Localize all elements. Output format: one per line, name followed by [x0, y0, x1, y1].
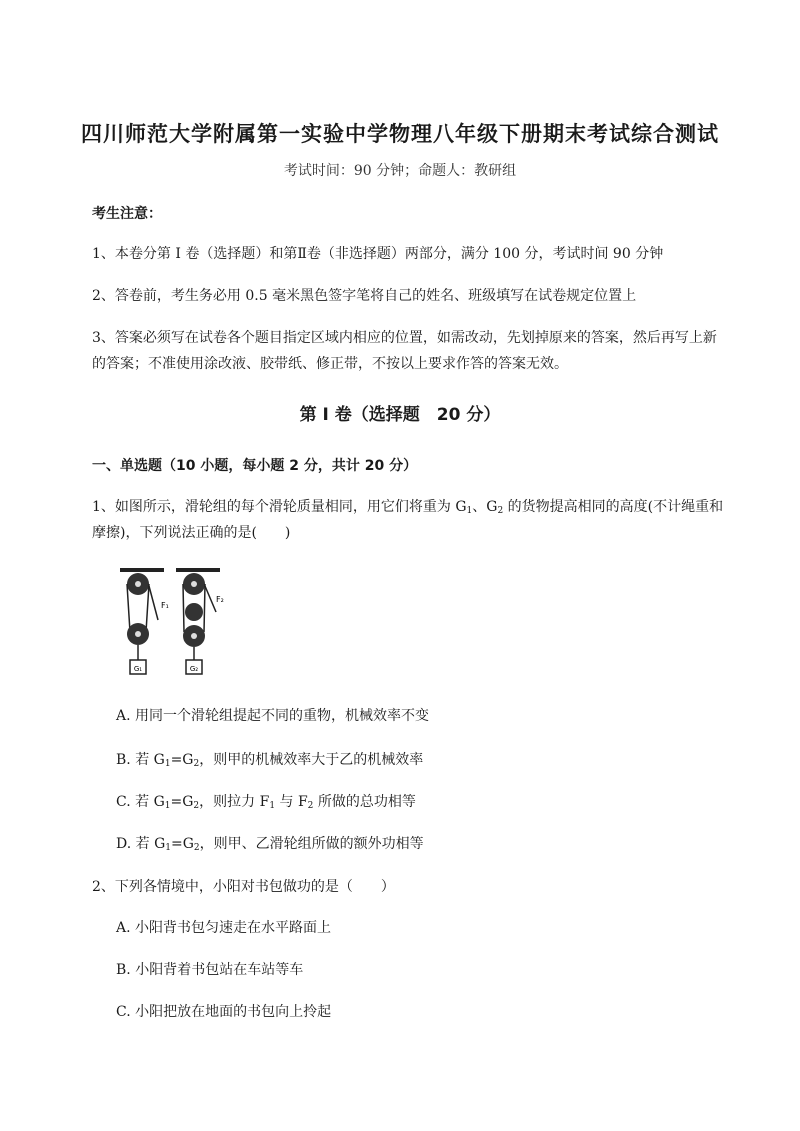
- q2-option-b[interactable]: B. 小阳背着书包站在车站等车: [116, 962, 304, 978]
- svg-text:G₂: G₂: [189, 665, 199, 673]
- ceiling-right: [176, 568, 220, 572]
- q1-stem-line-2: 摩擦)，下列说法正确的是( ): [92, 525, 291, 541]
- q2-option-a[interactable]: A. 小阳背书包匀速走在水平路面上: [116, 920, 332, 936]
- q2-option-c[interactable]: C. 小阳把放在地面的书包向上拎起: [116, 1004, 332, 1020]
- q1-option-b[interactable]: B. 若 $G_1=G_2$，则甲的机械效率大于乙的机械效率: [116, 752, 424, 769]
- fixed-pulley-right-2-icon: [185, 603, 203, 621]
- rope-f2: [205, 586, 216, 612]
- q1-stem-line-1: 1、如图所示，滑轮组的每个滑轮质量相同，用它们将重为 $G_1$、$G_2$ 的货物提高相同的高度(不计绳重和: [92, 499, 724, 516]
- part-heading: 一、单选题（10 小题，每小题 2 分，共计 20 分）: [92, 458, 418, 474]
- q2-stem: 2、下列各情境中，小阳对书包做功的是（ ）: [92, 879, 395, 895]
- notice-item-3-line-2: 的答案；不准使用涂改液、胶带纸、修正带，不按以上要求作答的答案无效。: [92, 356, 568, 372]
- notice-item-1: 1、本卷分第 I 卷（选择题）和第Ⅱ卷（非选择题）两部分，满分 100 分，考试时间 90 分钟: [92, 246, 664, 262]
- svg-text:F₂: F₂: [216, 595, 224, 604]
- svg-text:F₁: F₁: [161, 601, 169, 610]
- notice-item-2: 2、答卷前，考生务必用 0.5 毫米黑色签字笔将自己的姓名、班级填写在试卷规定位置上: [92, 288, 637, 304]
- q1-option-c[interactable]: C. 若 $G_1=G_2$，则拉力 $F_1$ 与 $F_2$ 所做的总功相等: [116, 794, 416, 811]
- exam-title: 四川师范大学附属第一实验中学物理八年级下册期末考试综合测试: [81, 122, 719, 146]
- svg-text:G₁: G₁: [133, 665, 143, 673]
- rope-f1: [149, 586, 158, 620]
- notice-item-3-line-1: 3、答案必须写在试卷各个题目指定区域内相应的位置，如需改动，先划掉原来的答案，然后再写上新: [92, 330, 717, 346]
- notice-heading: 考生注意：: [92, 206, 162, 222]
- q1-option-d[interactable]: D. 若 $G_1=G_2$，则甲、乙滑轮组所做的额外功相等: [116, 836, 424, 853]
- ceiling-left: [120, 568, 164, 572]
- exam-subtitle: 考试时间：90 分钟；命题人：教研组: [283, 163, 517, 179]
- section-title: 第 I 卷（选择题 20 分）: [299, 405, 501, 425]
- q1-option-a[interactable]: A. 用同一个滑轮组提起不同的重物，机械效率不变: [116, 708, 430, 724]
- pulley-figure: [112, 560, 242, 686]
